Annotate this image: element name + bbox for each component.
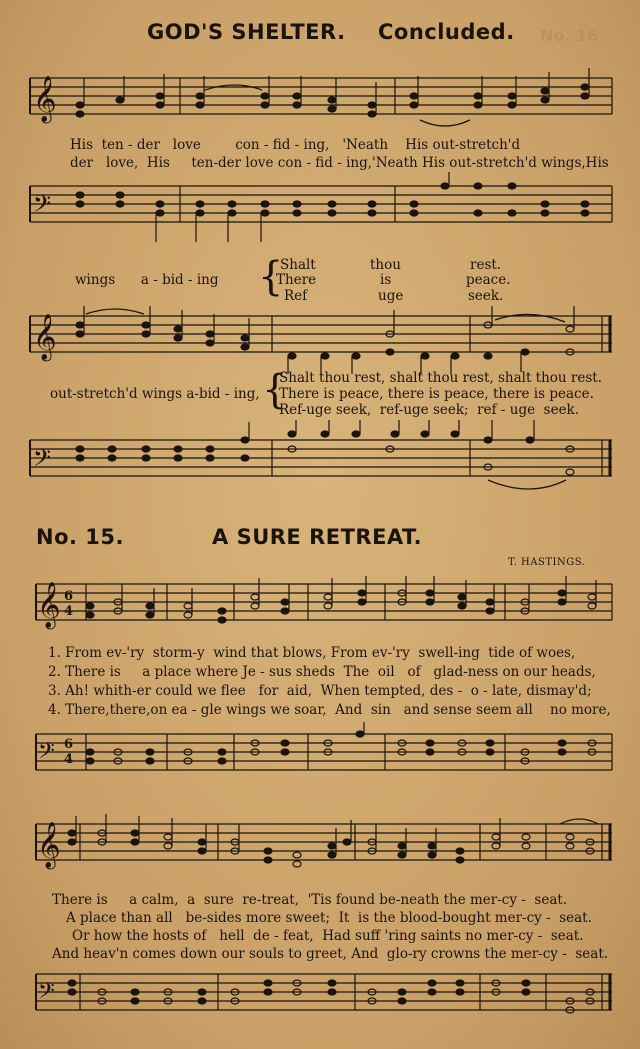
s1-between-col2-c: uge [378, 288, 404, 304]
svg-text:𝄞: 𝄞 [33, 76, 57, 122]
s1-between-col3-a: rest. [470, 257, 502, 273]
s1-brace: { [258, 254, 284, 300]
hymn-title: A SURE RETREAT. [212, 525, 423, 549]
s2-lyric-lead: out-stretch'd wings a-bid - ing, [50, 386, 260, 402]
music-staff-s2-treble [0, 306, 640, 376]
music-staff-s1-bass [0, 172, 640, 252]
s2-lyric-line-1: Shalt thou rest, shalt thou rest, shalt thou rest. [279, 370, 602, 386]
hymn-number: No. 15. [36, 525, 124, 549]
s1-between-col2-a: thou [370, 257, 401, 273]
hymn-staff-1-treble [0, 572, 640, 642]
verse3-line2: Or how the hosts of hell de - feat, Had suff 'ring saints no mer-cy - seat. [72, 928, 584, 944]
music-staff-s2-bass [0, 420, 640, 500]
svg-text:𝄞: 𝄞 [33, 314, 57, 360]
verse4-line2: And heav'n comes down our souls to greet, And glo-ry crowns the mer-cy - seat. [52, 946, 609, 962]
s2-brace: { [262, 367, 288, 413]
composer-credit: T. HASTINGS. [508, 557, 586, 568]
svg-text:𝄢: 𝄢 [33, 190, 52, 223]
svg-text:𝄢: 𝄢 [33, 444, 52, 477]
verse1-line2: There is a calm, a sure re-treat, 'Tis found be-neath the mer-cy - seat. [52, 892, 568, 908]
svg-text:𝄞: 𝄞 [37, 822, 61, 868]
section1-subtitle: Concluded. [378, 20, 515, 44]
svg-text:𝄢: 𝄢 [38, 739, 55, 769]
s1-lyric-line-2: der love, His ten-der love con - fid - ing,'Neath His out-stretch'd wings,His [70, 155, 609, 171]
svg-text:𝄞: 𝄞 [37, 582, 61, 628]
s1-between-col3-c: seek. [468, 288, 504, 304]
s2-lyric-line-3: Ref-uge seek, ref-uge seek; ref - uge seek. [279, 402, 580, 418]
time-signature-bottom: 4 [64, 604, 74, 619]
svg-text:4: 4 [64, 752, 74, 767]
time-signature-top: 6 [64, 589, 74, 604]
verse3-line1: 3. Ah! whith-er could we flee for aid, When tempted, des - o - late, dismay'd; [48, 683, 592, 699]
verse2-line2: A place than all be-sides more sweet; It is the blood-bought mer-cy - seat. [66, 910, 592, 926]
hymn-staff-2-treble [0, 812, 640, 882]
s1-between-col3-b: peace. [466, 272, 511, 288]
s1-between-lead: wings a - bid - ing [75, 272, 219, 288]
verse1-line1: 1. From ev-'ry storm-y wind that blows, From ev-'ry swell-ing tide of woes, [48, 645, 576, 661]
s1-between-col1-a: Shalt [280, 257, 316, 273]
s1-between-col1-c: Ref [284, 288, 308, 304]
svg-text:𝄢: 𝄢 [38, 979, 55, 1009]
verse4-line1: 4. There,there,on ea - gle wings we soar, And sin and sense seem all no more, [48, 702, 611, 718]
section1-title: GOD'S SHELTER. [147, 20, 346, 44]
music-staff-s1-treble [0, 66, 640, 136]
svg-text:6: 6 [64, 737, 74, 752]
s1-between-col2-b: is [380, 272, 392, 288]
hymn-staff-2-bass [0, 962, 640, 1034]
s1-between-col1-b: There [276, 272, 317, 288]
ghost-page-number: No. 16 [540, 26, 599, 45]
s1-lyric-line-1: His ten - der love con - fid - ing, 'Neath His out-stretch'd [70, 137, 521, 153]
verse2-line1: 2. There is a place where Je - sus sheds The oil of glad-ness on our heads, [48, 664, 596, 680]
hymn-staff-1-bass [0, 722, 640, 792]
s2-lyric-line-2: There is peace, there is peace, there is peace. [279, 386, 594, 402]
